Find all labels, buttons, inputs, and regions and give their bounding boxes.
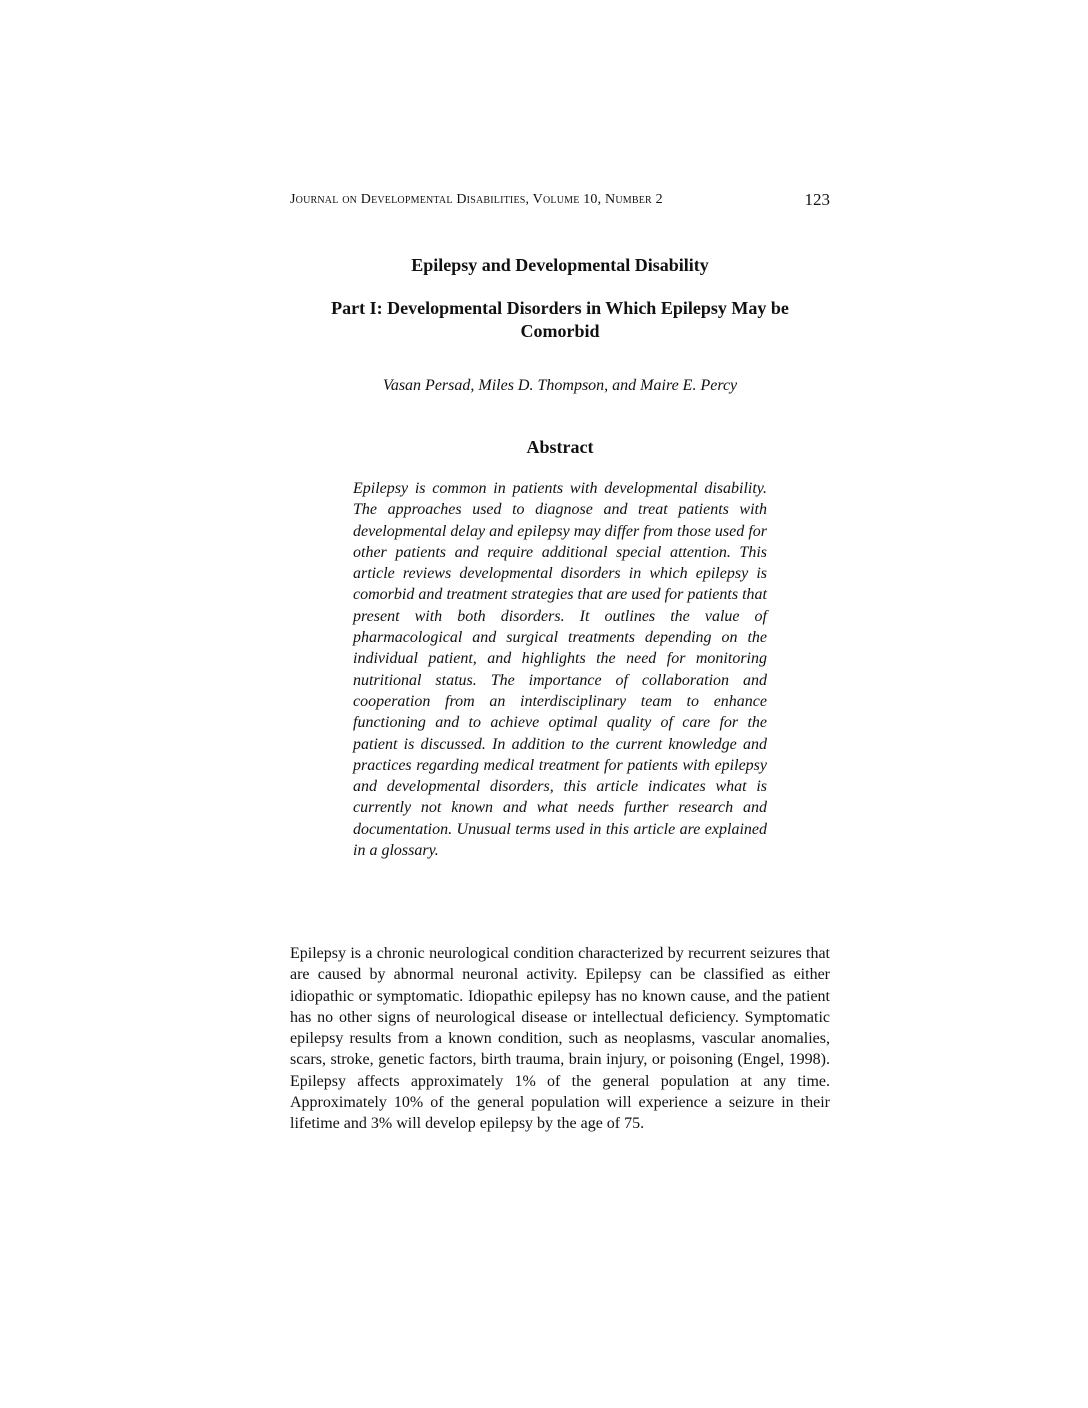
author-list: Vasan Persad, Miles D. Thompson, and Maire E. Percy (382, 377, 738, 394)
article-subtitle: Part I: Developmental Disorders in Which Epilepsy May be Comorbid (331, 298, 789, 341)
article-title: Epilepsy and Developmental Disability (411, 255, 709, 275)
abstract-text: Epilepsy is common in patients with developmental disability. The approaches used to diagnose and treat patients with developmental delay and epilepsy may differ from those used for other patients and require additional special attention. This article reviews developmental disorders in which epilepsy is comorbid and treatment strategies that are used for patients that present with both disorders. It outlines the value of pharmacological and surgical treatments depending on the individual patient, and highlights the need for monitoring nutritional status. The importance of collaboration and cooperation from an interdisciplinary team to enhance functioning and to achieve optimal quality of care for the patient is discussed. In addition to the current knowledge and practices regarding medical treatment for patients with epilepsy and developmental disorders, this article indicates what is currently not known and what needs further research and documentation. Unusual terms used in this article are explained in a glossary. (353, 480, 767, 860)
journal-title: Journal on Developmental Disabilities, Volume 10, Number 2 (290, 192, 663, 207)
abstract-heading: Abstract (526, 437, 594, 457)
page-number: 123 (804, 190, 830, 209)
running-header (290, 190, 830, 212)
body-paragraph: Epilepsy is a chronic neurological condition characterized by recurrent seizures that are caused by abnormal neuronal activity. Epilepsy can be classified as either idiopathic or symptomatic. Idiopathic epilepsy has no known cause, and the patient has no other signs of neurological disease or intellectual deficiency. Symptomatic epilepsy results from a known condition, such as neoplasms, vascular anomalies, scars, stroke, genetic factors, birth trauma, brain injury, or poisoning (Engel, 1998). Epilepsy affects approximately 1% of the general population at any time. Approximately 10% of the general population will experience a seizure in their lifetime and 3% will develop epilepsy by the age of 75. (290, 945, 830, 1133)
